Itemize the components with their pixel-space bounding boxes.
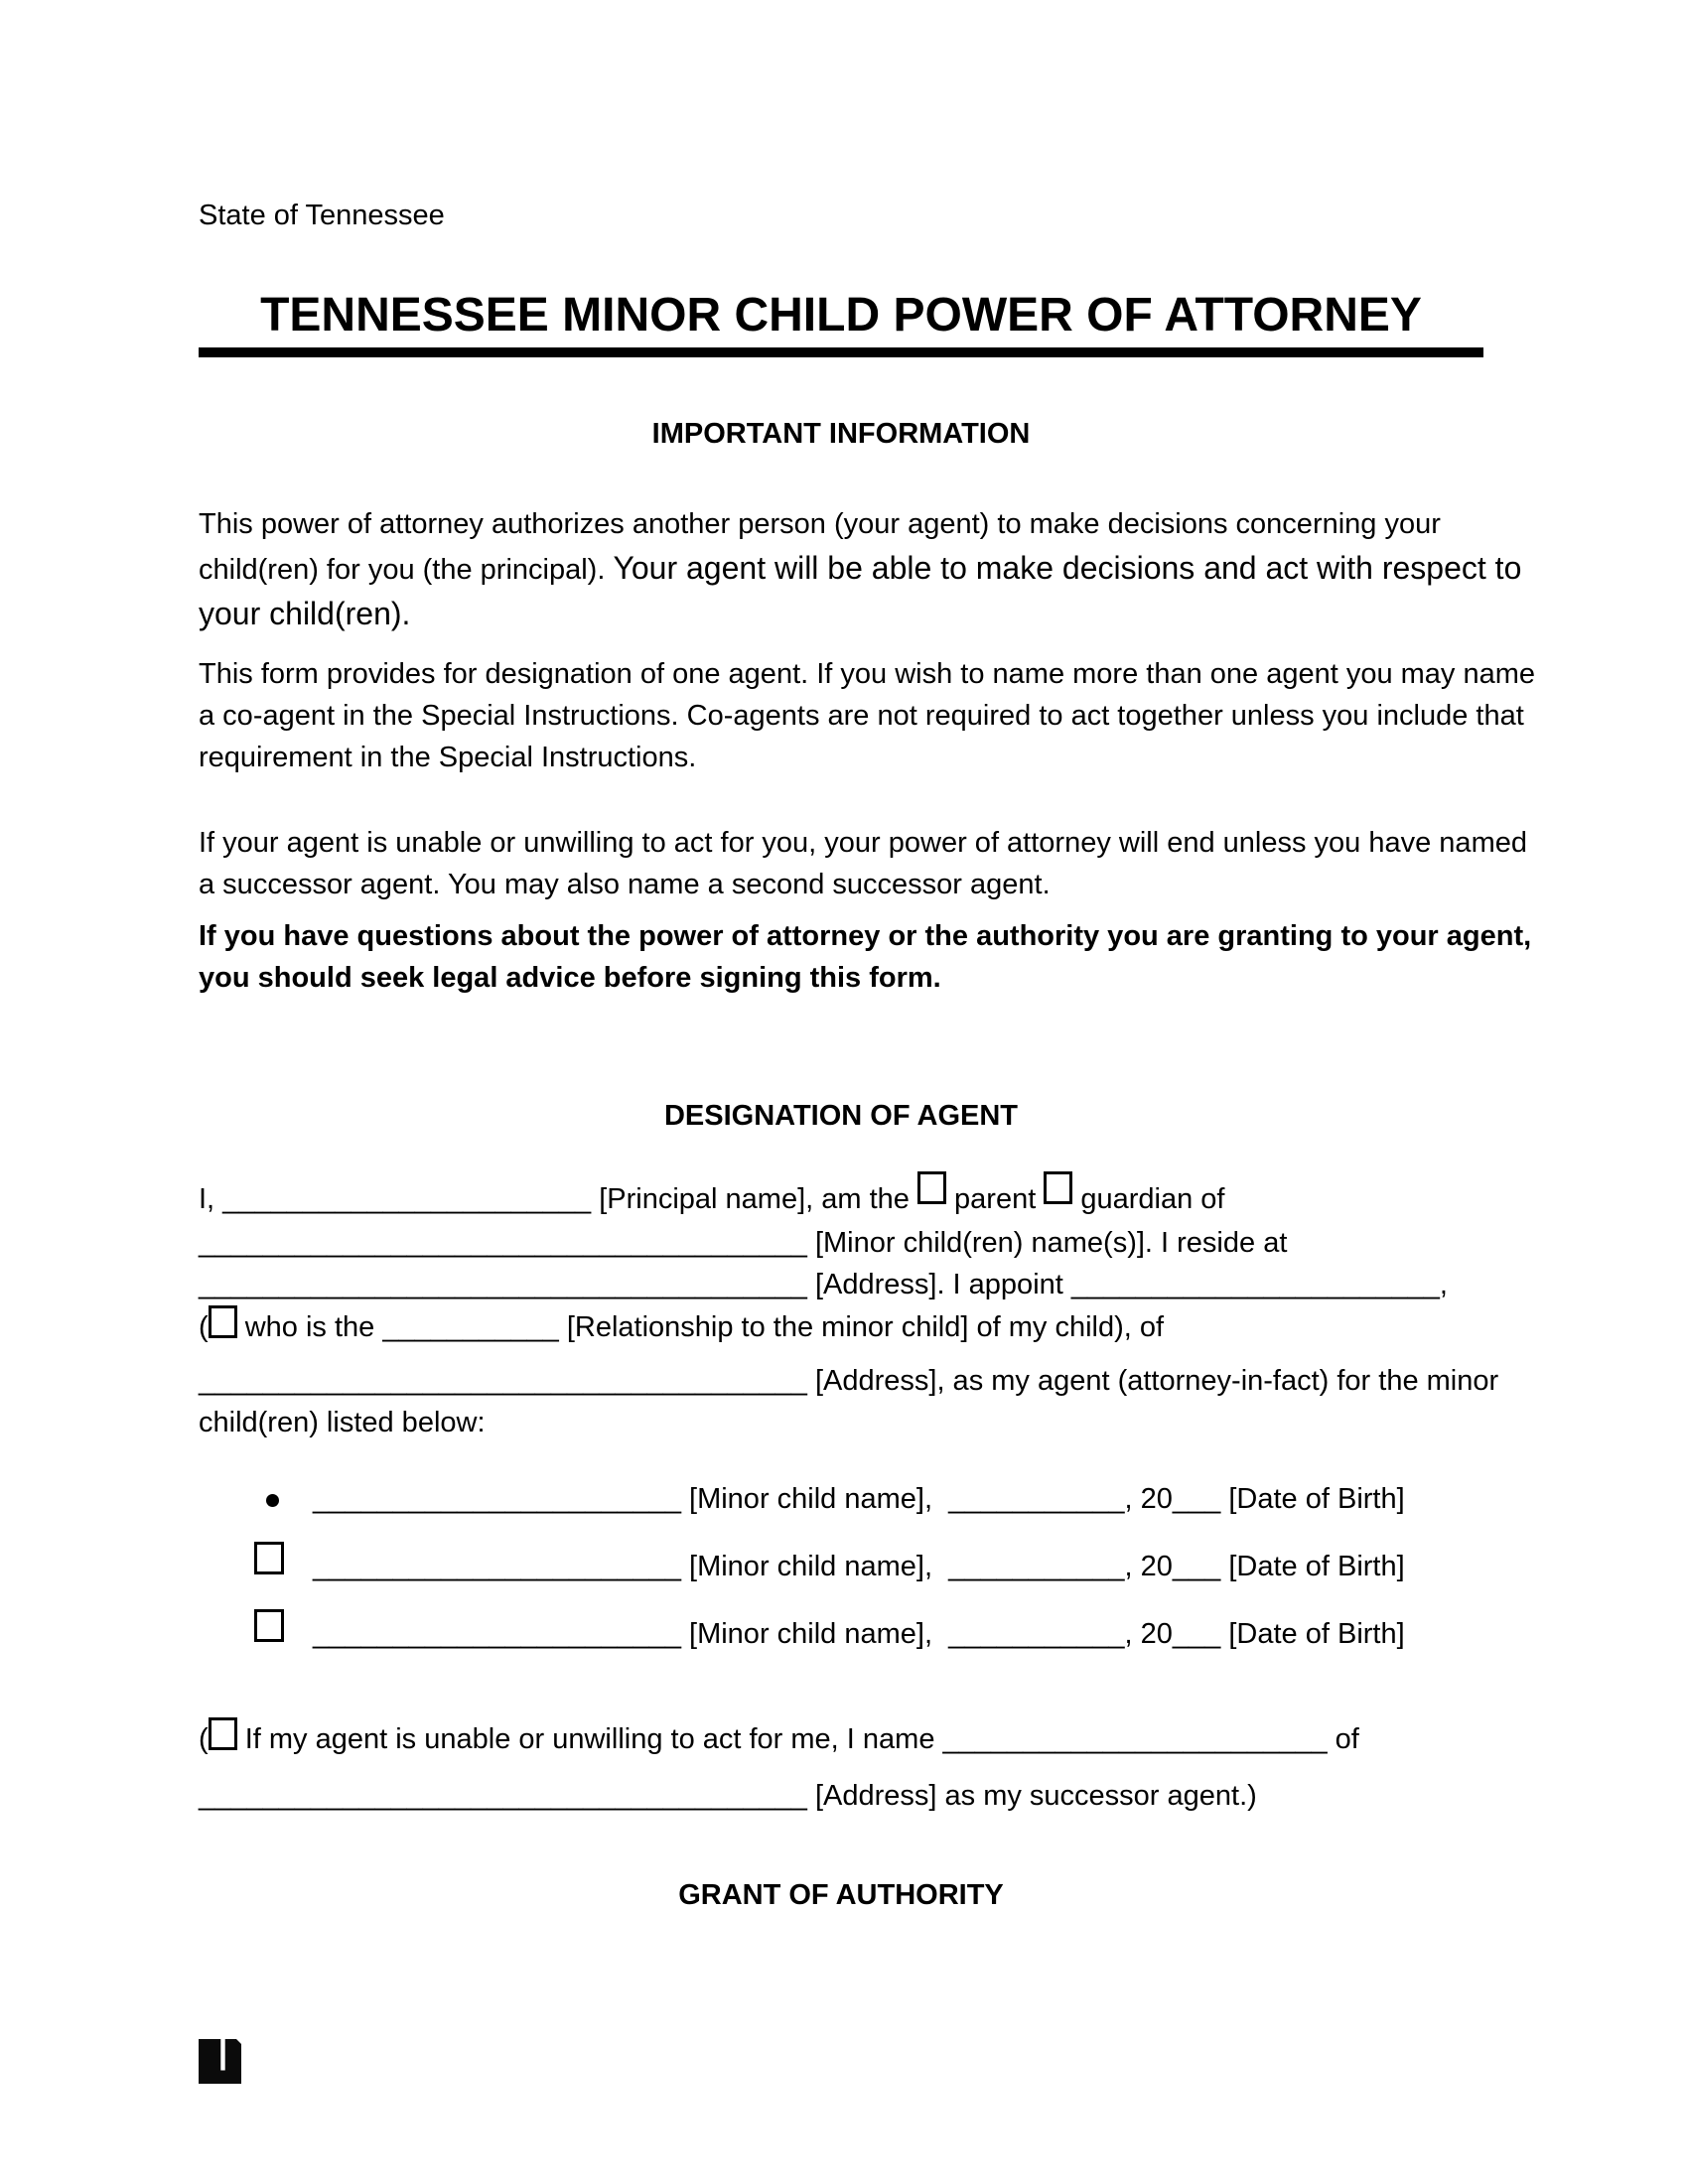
heading-important-information: IMPORTANT INFORMATION xyxy=(651,418,1031,450)
blank-field[interactable]: ______________________________________ xyxy=(199,1227,807,1259)
blank-field[interactable]: ______________________________________ xyxy=(199,1780,807,1812)
text-run: child(ren) for you (the principal). xyxy=(199,554,614,586)
blank-field[interactable]: ___ xyxy=(1172,1551,1221,1582)
text-run: I, xyxy=(199,1183,223,1215)
checkbox[interactable] xyxy=(1044,1171,1072,1204)
paragraph-line xyxy=(199,822,1527,864)
paragraph-line xyxy=(199,737,1519,778)
heading-designation-of-agent: DESIGNATION OF AGENT xyxy=(663,1100,1019,1132)
text-run: If your agent is unable or unwilling to act for you, your power of attorney will end unless you have named xyxy=(199,827,1527,859)
minor-child-row-2 xyxy=(199,1546,1519,1597)
paragraph-one-agent xyxy=(199,653,1536,778)
paragraph-line xyxy=(199,653,1536,695)
minor-child-row-3 xyxy=(199,1613,1519,1665)
agent-address-line xyxy=(199,1360,1498,1402)
blank-field[interactable]: ___________ xyxy=(948,1618,1125,1650)
text-run: If you have questions about the power of attorney or the authority you are granting to your agent, xyxy=(199,920,1532,952)
blank-field[interactable]: _______________________ xyxy=(222,1183,592,1215)
children-listed-below-line xyxy=(199,1402,486,1443)
text-run: , 20 xyxy=(1124,1551,1173,1582)
paragraph-authorizes xyxy=(199,502,1522,637)
checkbox[interactable] xyxy=(254,1542,284,1574)
minor-child-entry xyxy=(313,1546,1405,1587)
text-run: [Principal name], am the xyxy=(591,1183,917,1215)
successor-agent-line-2 xyxy=(199,1775,1257,1817)
text-run: requirement in the Special Instructions. xyxy=(199,742,697,773)
paragraph-line xyxy=(199,546,1522,592)
minor-children-names-line xyxy=(199,1222,1287,1264)
text-run: [Address], as my agent (attorney-in-fact) for the minor xyxy=(806,1365,1499,1397)
text-run: [Date of Birth] xyxy=(1220,1483,1405,1515)
paragraph-legal-advice xyxy=(199,915,1532,999)
text-run: , 20 xyxy=(1124,1618,1173,1650)
blank-field[interactable]: _______________________ xyxy=(313,1618,681,1650)
text-run: ( xyxy=(199,1723,209,1755)
text-run: This form provides for designation of one agent. If you wish to name more than one agent you may name xyxy=(199,658,1536,690)
text-run: If my agent is unable or unwilling to act for me, I name xyxy=(236,1723,943,1755)
title-block xyxy=(199,290,1483,357)
blank-field[interactable]: ________________________ xyxy=(942,1723,1328,1755)
paragraph-line xyxy=(199,915,1532,957)
blank-field[interactable]: ___________ xyxy=(948,1483,1125,1515)
blank-field[interactable]: _______________________ xyxy=(1070,1269,1440,1300)
address-appoint-line xyxy=(199,1264,1448,1305)
blank-field[interactable]: _______________________ xyxy=(313,1483,681,1515)
text-run: a co-agent in the Special Instructions. Co-agents are not required to act together unless you include that xyxy=(199,700,1524,732)
text-run: [Date of Birth] xyxy=(1220,1551,1405,1582)
blank-field[interactable]: ___________ xyxy=(948,1551,1125,1582)
minor-child-entry xyxy=(313,1613,1405,1655)
text-run: , 20 xyxy=(1124,1483,1173,1515)
minor-child-entry xyxy=(313,1478,1405,1520)
paragraph-line xyxy=(199,592,1519,637)
text-run: child(ren) listed below: xyxy=(199,1407,486,1438)
checkbox[interactable] xyxy=(917,1171,946,1204)
blank-field[interactable]: ___ xyxy=(1172,1618,1221,1650)
paragraph-successor-info xyxy=(199,822,1527,905)
text-run: [Minor child name], xyxy=(680,1551,949,1582)
paragraph-line xyxy=(199,957,1519,999)
text-run: This power of attorney authorizes another person (your agent) to make decisions concerning your xyxy=(199,508,1441,540)
text-run: guardian of xyxy=(1072,1183,1225,1215)
bullet-icon xyxy=(266,1494,279,1507)
paragraph-line xyxy=(199,864,1519,905)
blank-field[interactable]: ______________________________________ xyxy=(199,1365,807,1397)
text-run: , xyxy=(1439,1269,1448,1300)
checkbox[interactable] xyxy=(254,1609,284,1642)
paragraph-line xyxy=(199,502,1519,546)
text-run: [Address]. I appoint xyxy=(806,1269,1071,1300)
successor-agent-line-1 xyxy=(199,1717,1359,1760)
blank-field[interactable]: ______________________________________ xyxy=(199,1269,807,1300)
blank-field[interactable]: _______________________ xyxy=(313,1551,681,1582)
paragraph-line xyxy=(199,695,1524,737)
text-run: [Date of Birth] xyxy=(1220,1618,1405,1650)
text-run: a successor agent. You may also name a second successor agent. xyxy=(199,869,1051,900)
relationship-line xyxy=(199,1305,1164,1348)
text-run: your child(ren). xyxy=(199,596,411,631)
text-run: you should seek legal advice before signing this form. xyxy=(199,962,941,994)
principal-name-line xyxy=(199,1171,1224,1220)
legal-templates-logo xyxy=(199,2039,241,2084)
blank-field[interactable]: ___________ xyxy=(382,1311,559,1343)
state-line: State of Tennessee xyxy=(199,200,445,231)
title-rule xyxy=(199,347,1483,357)
checkbox[interactable] xyxy=(209,1717,237,1750)
minor-child-row-1 xyxy=(199,1478,1519,1530)
text-run: [Minor child name], xyxy=(680,1483,949,1515)
checkbox[interactable] xyxy=(209,1305,237,1338)
text-run: [Minor child(ren) name(s)]. I reside at xyxy=(806,1227,1288,1259)
text-run: parent xyxy=(945,1183,1045,1215)
text-run: [Minor child name], xyxy=(680,1618,949,1650)
text-run: of xyxy=(1327,1723,1359,1755)
heading-grant-of-authority: GRANT OF AUTHORITY xyxy=(678,1879,1004,1911)
text-run: ( xyxy=(199,1311,209,1343)
text-run: who is the xyxy=(236,1311,383,1343)
document-title: TENNESSEE MINOR CHILD POWER OF ATTORNEY xyxy=(260,289,1422,341)
blank-field[interactable]: ___ xyxy=(1172,1483,1221,1515)
text-run: [Relationship to the minor child] of my child), of xyxy=(558,1311,1165,1343)
text-run: [Address] as my successor agent.) xyxy=(806,1780,1257,1812)
text-run: Your agent will be able to make decisions and act with respect to xyxy=(613,550,1522,586)
